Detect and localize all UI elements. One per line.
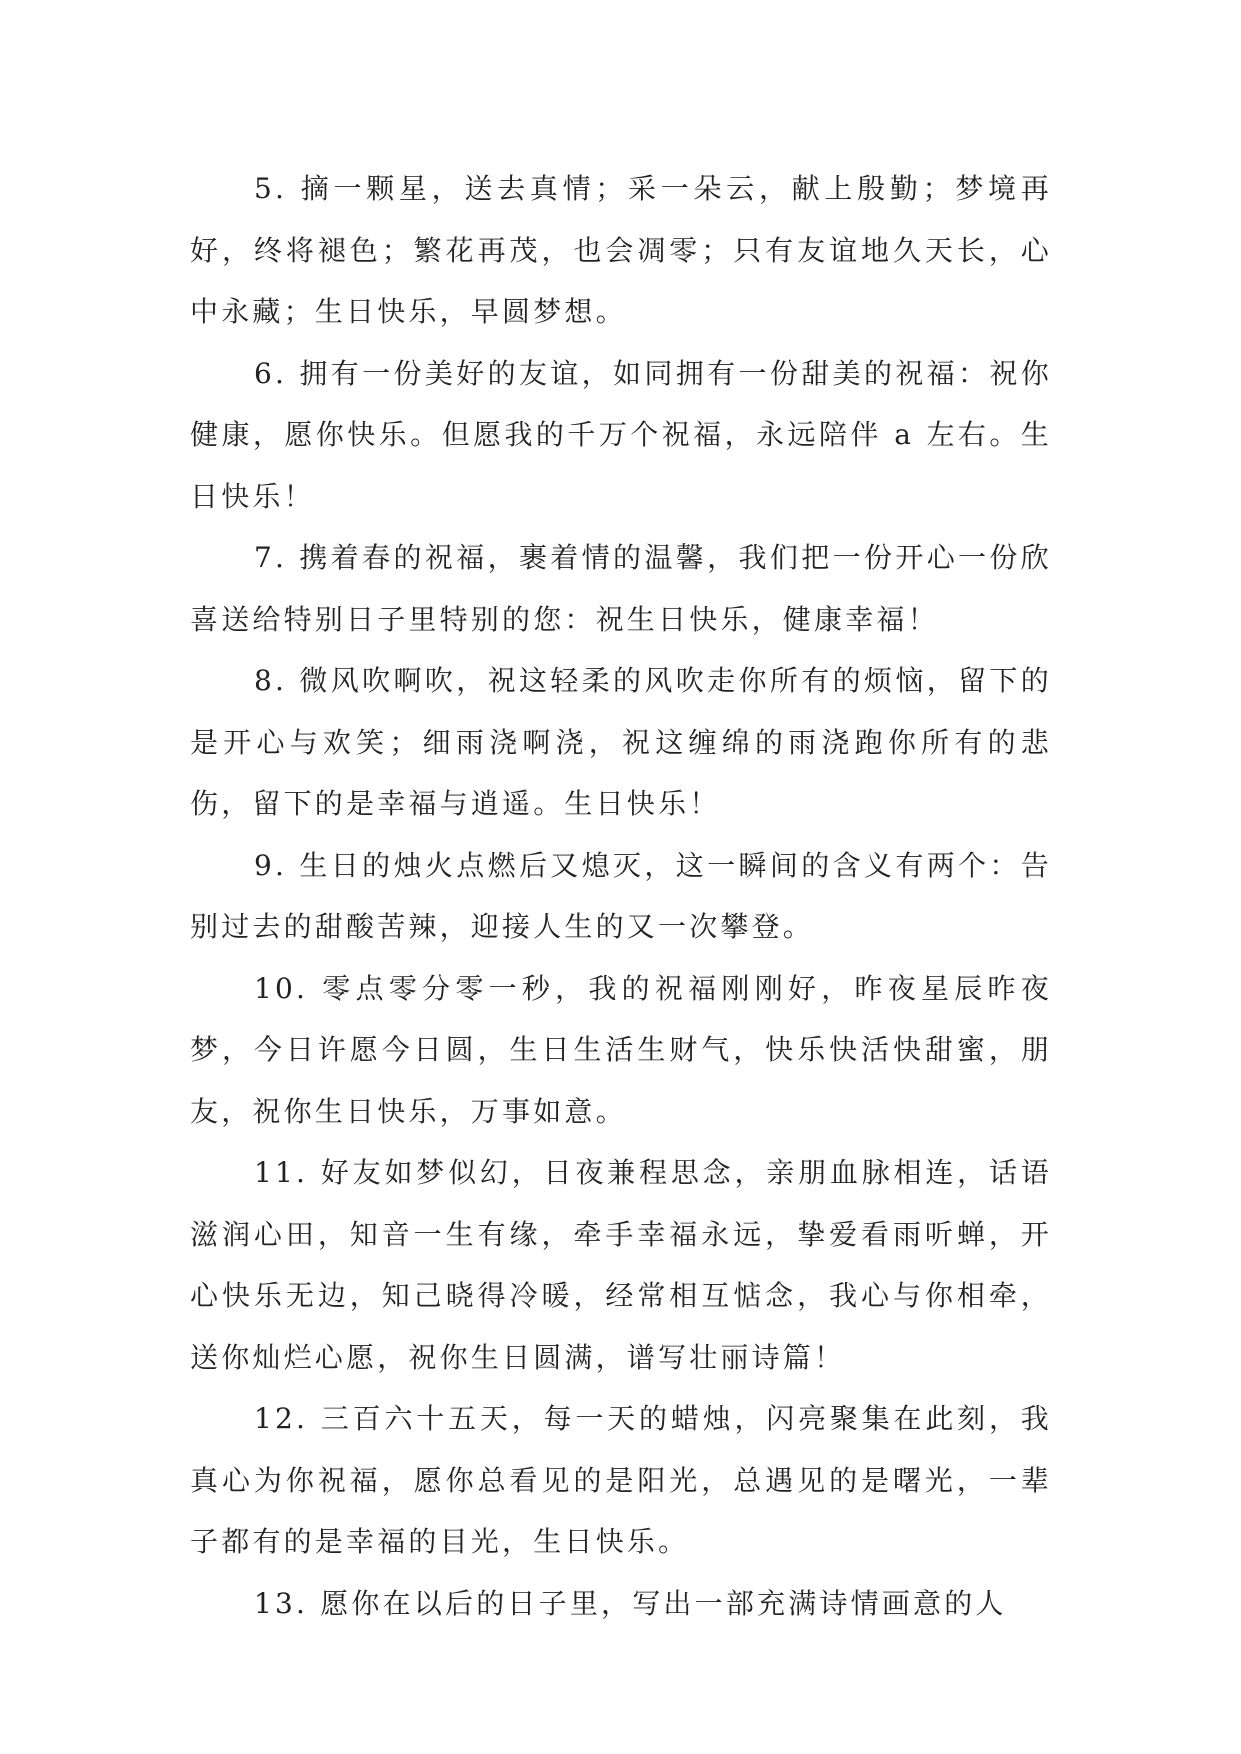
paragraph-10: 10. 零点零分零一秒，我的祝福刚刚好，昨夜星辰昨夜梦，今日许愿今日圆，生日生活生财气，快乐快活快甜蜜，朋友，祝你生日快乐，万事如意。 bbox=[190, 971, 1052, 1128]
paragraph-6: 6. 拥有一份美好的友谊，如同拥有一份甜美的祝福：祝你健康，愿你快乐。但愿我的千万个祝福，永远陪伴 a 左右。生日快乐！ bbox=[190, 356, 1052, 513]
paragraph-7: 7. 携着春的祝福，裹着情的温馨，我们把一份开心一份欣喜送给特别日子里特别的您：祝生日快乐，健康幸福！ bbox=[190, 541, 1052, 636]
document-body bbox=[190, 158, 1052, 1634]
paragraph-12: 12. 三百六十五天，每一天的蜡烛，闪亮聚集在此刻，我真心为你祝福，愿你总看见的是阳光，总遇见的是曙光，一辈子都有的是幸福的目光，生日快乐。 bbox=[190, 1402, 1052, 1558]
paragraph-8: 8. 微风吹啊吹，祝这轻柔的风吹走你所有的烦恼，留下的是开心与欢笑；细雨浇啊浇，祝这缠绵的雨浇跑你所有的悲伤，留下的是幸福与逍遥。生日快乐！ bbox=[190, 664, 1052, 820]
paragraph-11: 11. 好友如梦似幻，日夜兼程思念，亲朋血脉相连，话语滋润心田，知音一生有缘，牵手幸福永远，挚爱看雨听蝉，开心快乐无边，知己晓得冷暖，经常相互惦念，我心与你相牵，送你灿烂心愿，祝你生日圆满，谱写壮丽诗篇！ bbox=[190, 1156, 1052, 1374]
paragraph-5: 5. 摘一颗星，送去真情；采一朵云，献上殷勤；梦境再好，终将褪色；繁花再茂，也会凋零；只有友谊地久天长，心中永藏；生日快乐，早圆梦想。 bbox=[190, 172, 1052, 328]
paragraph-9: 9. 生日的烛火点燃后又熄灭，这一瞬间的含义有两个：告别过去的甜酸苦辣，迎接人生的又一次攀登。 bbox=[190, 848, 1052, 943]
paragraph-13: 13. 愿你在以后的日子里，写出一部充满诗情画意的人 bbox=[254, 1586, 1007, 1620]
